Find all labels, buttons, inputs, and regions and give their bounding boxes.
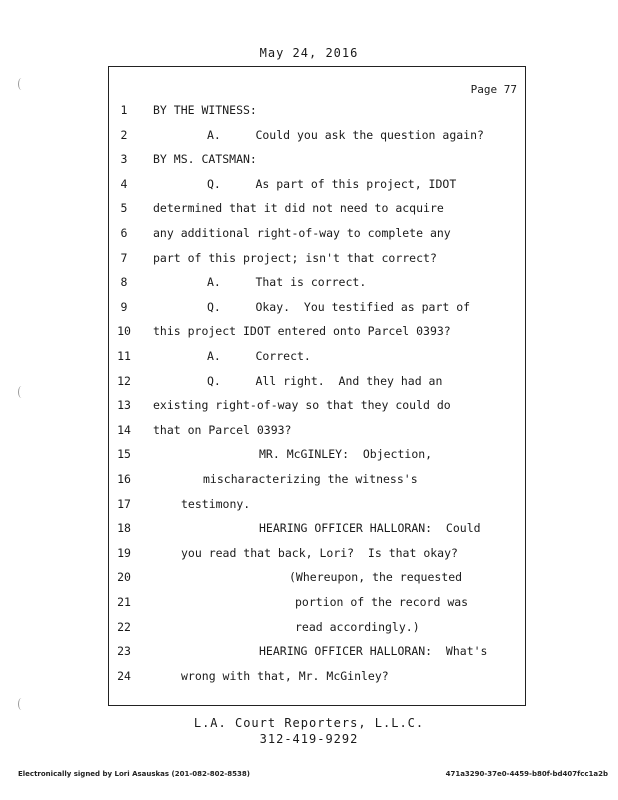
- footer-phone: 312-419-9292: [259, 732, 359, 746]
- line-number: 18: [117, 521, 131, 536]
- line-text: HEARING OFFICER HALLORAN: Could: [259, 521, 481, 536]
- line-number: 1: [120, 103, 128, 117]
- line-text: A. That is correct.: [207, 275, 367, 290]
- line-number: 17: [117, 496, 131, 511]
- line-text: testimony.: [181, 496, 251, 511]
- document-hash: 471a3290-37e0-4459-b80f-bd407fcc1a2b: [445, 770, 608, 778]
- line-text: part of this project; isn't that correct?: [153, 250, 437, 265]
- transcript-line: [109, 472, 527, 492]
- line-text: BY THE WITNESS:: [153, 103, 257, 117]
- line-text: existing right-of-way so that they could do: [153, 398, 451, 413]
- line-text: that on Parcel 0393?: [153, 422, 292, 437]
- punch-hole-mark: [18, 78, 25, 90]
- line-text: you read that back, Lori? Is that okay?: [181, 545, 458, 560]
- line-text: A. Correct.: [207, 349, 311, 363]
- line-text: (Whereupon, the requested: [289, 570, 463, 585]
- line-number: 7: [120, 250, 128, 265]
- line-number: 3: [120, 152, 128, 167]
- line-number: 21: [117, 595, 131, 609]
- line-number: 10: [117, 324, 131, 339]
- transcript-line: [109, 398, 527, 418]
- line-text: Q. As part of this project, IDOT: [207, 176, 457, 191]
- transcript-line: [109, 669, 527, 689]
- line-number: 9: [120, 299, 128, 314]
- line-text: portion of the record was: [295, 595, 469, 609]
- line-number: 20: [117, 570, 131, 585]
- transcript-line: [109, 521, 527, 541]
- line-number: 6: [120, 226, 128, 240]
- line-number: 23: [117, 644, 131, 659]
- line-number: 2: [120, 127, 128, 142]
- punch-hole-mark: [18, 386, 25, 398]
- transcript-line: [109, 177, 527, 197]
- line-text: Q. All right. And they had an: [207, 373, 443, 388]
- transcript-line: [109, 546, 527, 566]
- transcript-line: [109, 374, 527, 394]
- line-text: wrong with that, Mr. McGinley?: [181, 668, 389, 683]
- transcript-line: [109, 644, 527, 664]
- transcript-line: [109, 324, 527, 344]
- line-number: 16: [117, 472, 131, 486]
- transcript-line: [109, 226, 527, 246]
- line-number: 5: [120, 201, 128, 216]
- page-number: Page 77: [470, 83, 517, 96]
- transcript-line: [109, 251, 527, 271]
- line-text: any additional right-of-way to complete any: [153, 226, 451, 240]
- line-number: 19: [117, 545, 131, 560]
- transcript-line: [109, 570, 527, 590]
- line-number: 14: [117, 422, 131, 437]
- transcript-line: [109, 620, 527, 640]
- line-number: 13: [117, 398, 131, 413]
- line-text: this project IDOT entered onto Parcel 0393?: [153, 324, 451, 339]
- line-text: determined that it did not need to acquire: [153, 201, 444, 216]
- line-text: Q. Okay. You testified as part of: [207, 299, 471, 314]
- line-number: 22: [117, 619, 131, 634]
- line-number: 8: [120, 275, 128, 290]
- transcript-line: [109, 349, 527, 369]
- footer-company: L.A. Court Reporters, L.L.C.: [193, 716, 425, 730]
- transcript-line: [109, 275, 527, 295]
- transcript-line: [109, 103, 527, 123]
- line-text: read accordingly.): [295, 619, 420, 634]
- line-text: MR. McGINLEY: Objection,: [259, 447, 433, 462]
- transcript-line: [109, 128, 527, 148]
- line-number: 24: [117, 668, 131, 683]
- transcript-line: [109, 497, 527, 517]
- line-number: 4: [120, 176, 128, 191]
- transcript-line: [109, 300, 527, 320]
- transcript-page: [108, 66, 526, 706]
- line-number: 12: [117, 373, 131, 388]
- transcript-line: [109, 423, 527, 443]
- line-text: mischaracterizing the witness's: [203, 472, 418, 486]
- line-text: A. Could you ask the question again?: [207, 127, 484, 142]
- transcript-line: [109, 447, 527, 467]
- line-text: BY MS. CATSMAN:: [153, 152, 257, 167]
- punch-hole-mark: [18, 698, 25, 710]
- line-number: 15: [117, 447, 131, 462]
- electronic-signature-note: Electronically signed by Lori Asauskas (201-082-802-8538): [18, 770, 250, 778]
- transcript-line: [109, 201, 527, 221]
- transcript-line: [109, 595, 527, 615]
- header-date: May 24, 2016: [259, 46, 359, 60]
- line-text: HEARING OFFICER HALLORAN: What's: [259, 644, 488, 659]
- line-number: 11: [117, 349, 131, 363]
- transcript-line: [109, 152, 527, 172]
